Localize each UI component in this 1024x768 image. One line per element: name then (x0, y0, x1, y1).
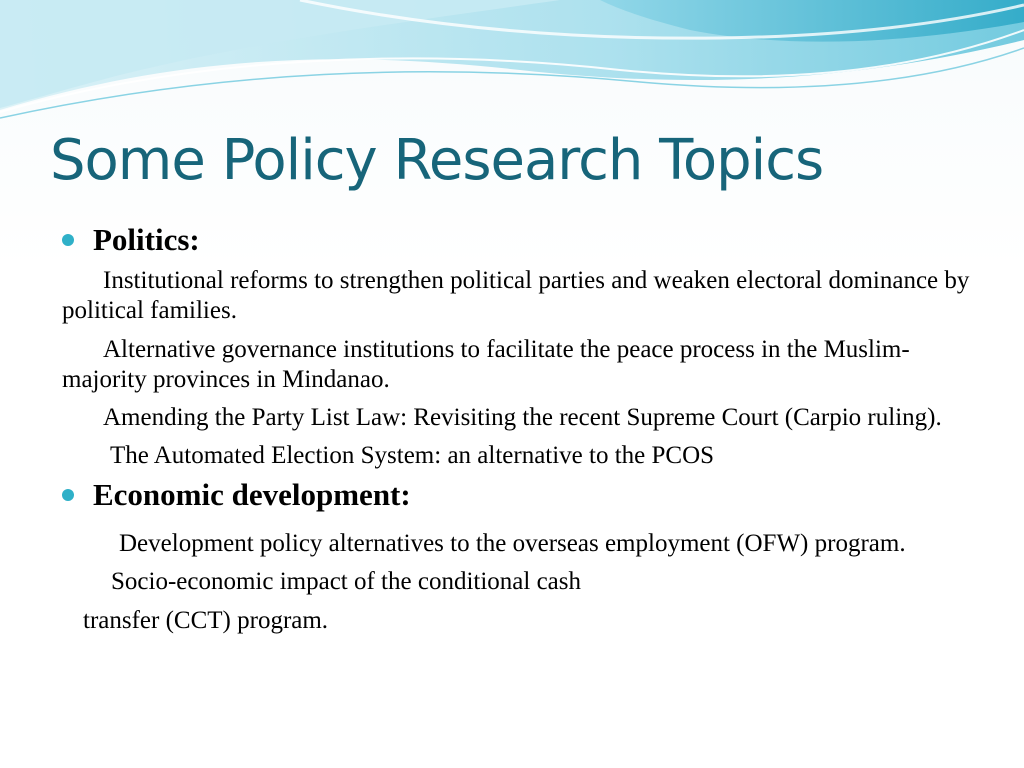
list-item: Development policy alternatives to the overseas employment (OFW) program. (119, 530, 906, 557)
list-item: transfer (CCT) program. (83, 607, 329, 634)
round-bullet-icon (62, 234, 74, 246)
slide-body (62, 222, 982, 636)
wave-banner-icon (0, 0, 1024, 130)
list-item: The Automated Election System: an alternative to the PCOS (110, 442, 715, 469)
section-heading-label: Economic development: (93, 477, 411, 512)
slide-title: Some Policy Research Topics (50, 128, 824, 193)
round-bullet-icon (62, 489, 74, 501)
section-heading-economic-development (62, 477, 982, 513)
list-item: Alternative governance institutions to facilitate the peace process in the Muslim-majority provinces in Mindanao. (62, 336, 910, 393)
list-item: Institutional reforms to strengthen political parties and weaken electoral dominance by political families. (62, 267, 970, 324)
list-item: Amending the Party List Law: Revisiting the recent Supreme Court (Carpio ruling). (103, 404, 942, 431)
section-heading-politics (62, 222, 982, 258)
section-heading-label: Politics: (93, 222, 200, 257)
list-item: Socio-economic impact of the conditional cash (111, 568, 581, 595)
